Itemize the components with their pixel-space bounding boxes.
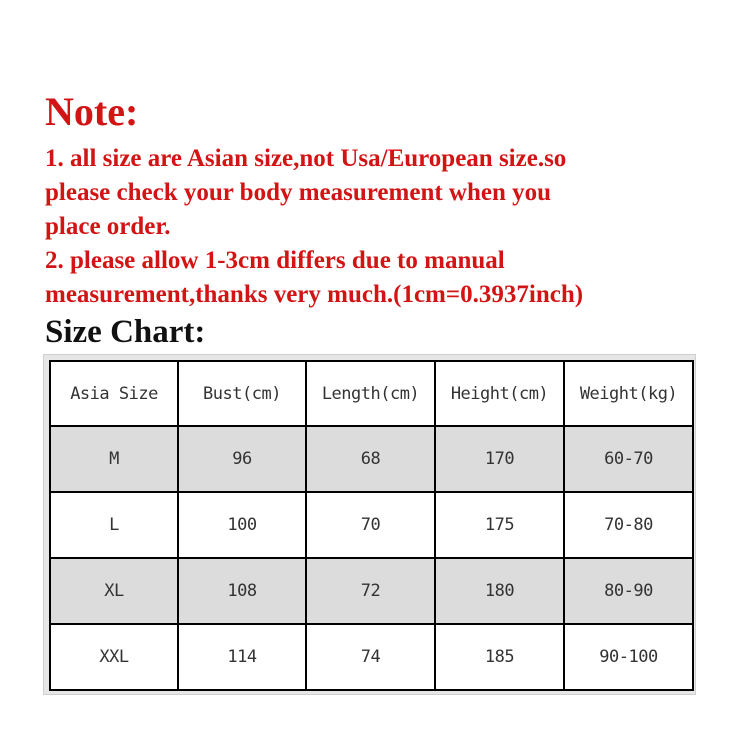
cell-size: M (50, 426, 178, 492)
cell-bust: 108 (178, 558, 306, 624)
cell-bust: 96 (178, 426, 306, 492)
cell-size: XL (50, 558, 178, 624)
table-row (50, 558, 693, 624)
cell-height: 170 (435, 426, 564, 492)
note-title: Note: (45, 89, 139, 134)
note-line-1: 1. all size are Asian size,not Usa/European size.so (45, 145, 567, 172)
header-length: Length(cm) (306, 361, 435, 426)
cell-length: 70 (306, 492, 435, 558)
header-height: Height(cm) (435, 361, 564, 426)
cell-weight: 70-80 (564, 492, 693, 558)
cell-size: L (50, 492, 178, 558)
cell-length: 72 (306, 558, 435, 624)
header-weight: Weight(kg) (564, 361, 693, 426)
size-chart-title: Size Chart: (45, 314, 206, 350)
size-table (49, 360, 694, 691)
cell-bust: 114 (178, 624, 306, 690)
cell-bust: 100 (178, 492, 306, 558)
note-line-2: please check your body measurement when you (45, 179, 552, 206)
cell-height: 180 (435, 558, 564, 624)
table-row (50, 492, 693, 558)
cell-length: 74 (306, 624, 435, 690)
header-asia-size: Asia Size (50, 361, 178, 426)
header-bust: Bust(cm) (178, 361, 306, 426)
table-row (50, 624, 693, 690)
note-body (45, 142, 735, 312)
cell-height: 185 (435, 624, 564, 690)
cell-weight: 60-70 (564, 426, 693, 492)
cell-weight: 90-100 (564, 624, 693, 690)
note-line-4: 2. please allow 1-3cm differs due to manual (45, 247, 505, 274)
cell-height: 175 (435, 492, 564, 558)
table-row (50, 426, 693, 492)
note-line-5: measurement,thanks very much.(1cm=0.3937inch) (45, 281, 584, 308)
cell-weight: 80-90 (564, 558, 693, 624)
table-header-row (50, 361, 693, 426)
cell-length: 68 (306, 426, 435, 492)
cell-size: XXL (50, 624, 178, 690)
note-line-3: place order. (45, 213, 171, 240)
